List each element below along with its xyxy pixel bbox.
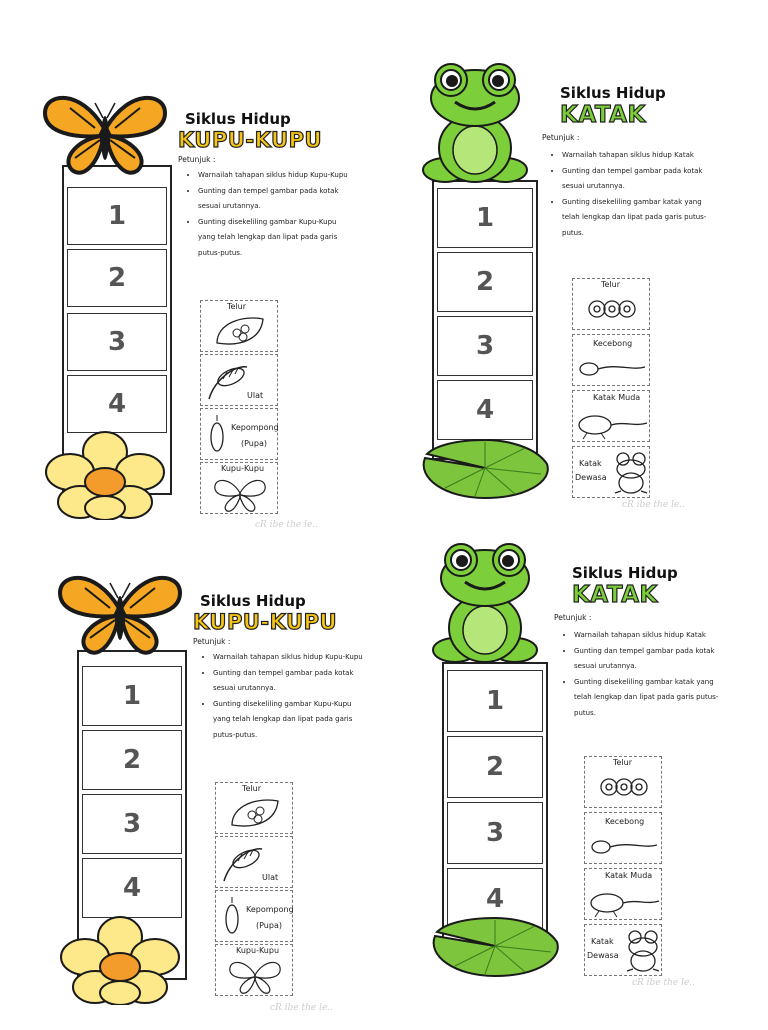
instruction-list xyxy=(562,628,724,721)
card-katak-dewasa xyxy=(584,924,662,976)
caterpillar-icon xyxy=(205,359,251,403)
butterfly-icon xyxy=(55,568,185,658)
card-label: Kepompong xyxy=(246,905,294,914)
step-box-1: 1 xyxy=(437,188,533,248)
title-line2: KATAK xyxy=(572,582,658,608)
card-telur xyxy=(572,278,650,330)
butterfly-icon xyxy=(40,88,170,178)
step-box-2: 2 xyxy=(67,249,167,307)
card-telur xyxy=(584,756,662,808)
picture-cards xyxy=(572,278,652,498)
card-label: Telur xyxy=(242,784,262,793)
moth-outline-icon xyxy=(211,475,269,513)
card-label-sub: (Pupa) xyxy=(256,921,282,930)
title-line1: Siklus Hidup xyxy=(560,84,666,102)
tadpole-icon xyxy=(589,835,659,857)
card-label: Katak xyxy=(591,937,614,946)
frog-eggs-icon xyxy=(599,773,649,803)
picture-cards xyxy=(215,782,295,997)
card-label: Kecebong xyxy=(605,817,645,826)
step-box-3: 3 xyxy=(447,802,543,864)
card-label: Ulat xyxy=(262,873,279,882)
worksheet-katak-top xyxy=(410,60,740,530)
picture-cards xyxy=(200,300,280,515)
cocoon-icon xyxy=(222,895,242,939)
card-label: Telur xyxy=(227,302,247,311)
card-label: Kupu-Kupu xyxy=(236,946,280,955)
card-label: Katak Muda xyxy=(593,393,641,402)
petunjuk-label: Petunjuk : xyxy=(542,133,580,142)
instruction-item: • Warnailah tahapan siklus hidup Katak xyxy=(574,628,724,644)
title-line1: Siklus Hidup xyxy=(572,564,678,582)
card-label-sub: (Pupa) xyxy=(241,439,267,448)
leaf-egg-icon xyxy=(213,315,267,349)
instruction-list xyxy=(201,650,363,743)
card-ulat xyxy=(215,836,293,888)
adult-frog-icon xyxy=(625,929,661,973)
card-kupu xyxy=(215,944,293,996)
card-label: Telur xyxy=(613,758,633,767)
instruction-list xyxy=(550,148,712,241)
watermark: cR ibe the le.. xyxy=(632,978,696,988)
step-box-3: 3 xyxy=(82,794,182,854)
picture-cards xyxy=(584,756,664,976)
instruction-item: • Gunting dan tempel gambar pada kotak sesuai urutannya. xyxy=(574,644,724,675)
lilypad-icon xyxy=(415,438,555,500)
title-line1: Siklus Hidup xyxy=(185,110,291,128)
step-box-2: 2 xyxy=(82,730,182,790)
card-label-sub: Dewasa xyxy=(575,473,607,482)
froglet-icon xyxy=(587,885,661,919)
card-kecebong xyxy=(584,812,662,864)
step-box-1: 1 xyxy=(82,666,182,726)
watermark: cR ibe the le.. xyxy=(255,520,319,530)
card-telur xyxy=(200,300,278,352)
worksheet-kupu-bottom xyxy=(45,560,375,1030)
fold-strip xyxy=(432,180,538,460)
step-box-3: 3 xyxy=(437,316,533,376)
card-label: Kecebong xyxy=(593,339,633,348)
frog-icon xyxy=(425,540,545,668)
card-label: Kepompong xyxy=(231,423,279,432)
flower-icon xyxy=(40,430,170,520)
instruction-list xyxy=(186,168,348,261)
instruction-item: • Gunting dan tempel gambar pada kotak sesuai urutannya. xyxy=(213,666,363,697)
instruction-item: • Gunting disekeliling gambar katak yang telah lengkap dan lipat pada garis putus-putus. xyxy=(562,195,712,242)
card-label: Katak Muda xyxy=(605,871,653,880)
step-box-3: 3 xyxy=(67,313,167,371)
worksheet-katak-bottom xyxy=(420,540,750,1010)
title-line2: KATAK xyxy=(560,102,646,128)
instruction-item: • Warnailah tahapan siklus hidup Kupu-Kupu xyxy=(198,168,348,184)
card-label: Telur xyxy=(601,280,621,289)
moth-outline-icon xyxy=(226,957,284,995)
instruction-item: • Warnailah tahapan siklus hidup Kupu-Kupu xyxy=(213,650,363,666)
instruction-item: • Warnailah tahapan siklus hidup Katak xyxy=(562,148,712,164)
step-box-4: 4 xyxy=(447,868,543,930)
card-katak-dewasa xyxy=(572,446,650,498)
instruction-item: • Gunting disekeliling gambar Kupu-Kupu yang telah lengkap dan lipat pada garis putus-putus. xyxy=(198,215,348,262)
adult-frog-icon xyxy=(613,451,649,495)
step-box-2: 2 xyxy=(447,736,543,798)
card-label: Kupu-Kupu xyxy=(221,464,265,473)
froglet-icon xyxy=(575,407,649,441)
step-box-4: 4 xyxy=(437,380,533,440)
card-kepompong xyxy=(215,890,293,942)
cocoon-icon xyxy=(207,413,227,457)
fold-strip xyxy=(442,662,548,952)
step-box-1: 1 xyxy=(447,670,543,732)
instruction-item: • Gunting disekeliling gambar katak yang telah lengkap dan lipat pada garis putus-putus. xyxy=(574,675,724,722)
card-katak-muda xyxy=(572,390,650,442)
petunjuk-label: Petunjuk : xyxy=(193,637,231,646)
card-label: Katak xyxy=(579,459,602,468)
frog-icon xyxy=(415,60,535,188)
flower-icon xyxy=(55,915,185,1005)
caterpillar-icon xyxy=(220,841,266,885)
card-kupu xyxy=(200,462,278,514)
instruction-item: • Gunting dan tempel gambar pada kotak sesuai urutannya. xyxy=(562,164,712,195)
lilypad-icon xyxy=(425,916,565,978)
step-box-4: 4 xyxy=(67,375,167,433)
step-box-1: 1 xyxy=(67,187,167,245)
instruction-item: • Gunting dan tempel gambar pada kotak sesuai urutannya. xyxy=(198,184,348,215)
card-label-sub: Dewasa xyxy=(587,951,619,960)
card-kepompong xyxy=(200,408,278,460)
card-katak-muda xyxy=(584,868,662,920)
leaf-egg-icon xyxy=(228,797,282,831)
watermark: cR ibe the le.. xyxy=(270,1003,334,1013)
worksheet-kupu-top xyxy=(30,80,360,550)
card-telur xyxy=(215,782,293,834)
step-box-4: 4 xyxy=(82,858,182,918)
frog-eggs-icon xyxy=(587,295,637,325)
card-kecebong xyxy=(572,334,650,386)
petunjuk-label: Petunjuk : xyxy=(178,155,216,164)
watermark: cR ibe the le.. xyxy=(622,500,686,510)
petunjuk-label: Petunjuk : xyxy=(554,613,592,622)
card-label: Ulat xyxy=(247,391,264,400)
step-box-2: 2 xyxy=(437,252,533,312)
instruction-item: • Gunting disekeliling gambar Kupu-Kupu yang telah lengkap dan lipat pada garis putus-putus. xyxy=(213,697,363,744)
title-line2: KUPU-KUPU xyxy=(178,128,323,152)
tadpole-icon xyxy=(577,357,647,379)
card-ulat xyxy=(200,354,278,406)
title-line1: Siklus Hidup xyxy=(200,592,306,610)
title-line2: KUPU-KUPU xyxy=(193,610,338,634)
